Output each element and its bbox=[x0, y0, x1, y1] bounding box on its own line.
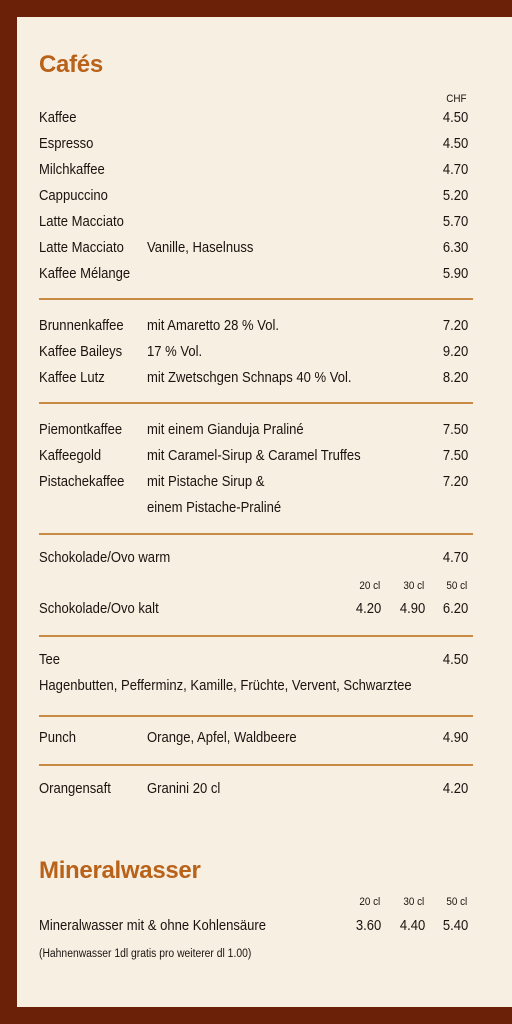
divider bbox=[39, 533, 473, 535]
item-name: Kaffee bbox=[39, 110, 77, 126]
item-description: mit Zwetschgen Schnaps 40 % Vol. bbox=[147, 370, 352, 386]
divider bbox=[39, 298, 473, 300]
item-name: Tee bbox=[39, 652, 61, 668]
item-price: 4.90 bbox=[399, 601, 425, 617]
item-price: 7.50 bbox=[442, 422, 468, 438]
item-description: 17 % Vol. bbox=[147, 344, 203, 360]
item-description: mit einem Gianduja Praliné bbox=[147, 422, 304, 438]
item-name: Milchkaffee bbox=[39, 162, 105, 178]
item-description: Vanille, Haselnuss bbox=[147, 240, 254, 256]
item-name: Kaffee Mélange bbox=[39, 266, 131, 282]
tea-varieties: Hagenbutten, Pefferminz, Kamille, Früchte, Vervent, Schwarztee bbox=[39, 678, 412, 694]
divider bbox=[39, 635, 473, 637]
item-name: Piemontkaffee bbox=[39, 422, 123, 438]
item-price: 4.70 bbox=[442, 162, 468, 178]
item-price: 4.20 bbox=[442, 781, 468, 797]
item-price: 4.40 bbox=[399, 918, 425, 934]
item-price: 6.30 bbox=[442, 240, 468, 256]
item-price: 7.20 bbox=[442, 474, 468, 490]
item-description-continued: einem Pistache-Praliné bbox=[147, 500, 282, 516]
item-name: Latte Macciato bbox=[39, 214, 124, 230]
item-price: 3.60 bbox=[355, 918, 381, 934]
item-price: 5.90 bbox=[442, 266, 468, 282]
size-label: 30 cl bbox=[403, 896, 424, 908]
section-title-mineralwasser: Mineralwasser bbox=[39, 857, 201, 884]
size-label: 20 cl bbox=[359, 896, 380, 908]
item-price: 8.20 bbox=[442, 370, 468, 386]
size-label: 50 cl bbox=[446, 580, 467, 592]
item-name: Orangensaft bbox=[39, 781, 111, 797]
divider bbox=[39, 764, 473, 766]
item-price: 7.20 bbox=[442, 318, 468, 334]
size-label: 20 cl bbox=[359, 580, 380, 592]
item-price: 5.70 bbox=[442, 214, 468, 230]
section-title-cafes: Cafés bbox=[39, 51, 103, 78]
item-price: 4.20 bbox=[355, 601, 381, 617]
item-name: Punch bbox=[39, 730, 77, 746]
item-price: 4.50 bbox=[442, 652, 468, 668]
item-name: Mineralwasser mit & ohne Kohlensäure bbox=[39, 918, 267, 934]
item-name: Cappuccino bbox=[39, 188, 108, 204]
divider bbox=[39, 715, 473, 717]
item-price: 9.20 bbox=[442, 344, 468, 360]
currency-label: CHF bbox=[446, 93, 467, 105]
item-price: 4.90 bbox=[442, 730, 468, 746]
item-name: Kaffeegold bbox=[39, 448, 102, 464]
item-name: Kaffee Lutz bbox=[39, 370, 105, 386]
item-name: Espresso bbox=[39, 136, 94, 152]
item-price: 6.20 bbox=[442, 601, 468, 617]
menu-card bbox=[17, 17, 512, 1007]
item-name: Schokolade/Ovo kalt bbox=[39, 601, 159, 617]
item-price: 4.50 bbox=[442, 136, 468, 152]
item-price: 4.70 bbox=[442, 550, 468, 566]
item-description: mit Pistache Sirup & bbox=[147, 474, 265, 490]
item-price: 4.50 bbox=[442, 110, 468, 126]
item-price: 5.40 bbox=[442, 918, 468, 934]
item-name: Pistachekaffee bbox=[39, 474, 125, 490]
tap-water-note: (Hahnenwasser 1dl gratis pro weiterer dl 1.00) bbox=[39, 948, 252, 960]
item-name: Kaffee Baileys bbox=[39, 344, 123, 360]
divider bbox=[39, 402, 473, 404]
item-description: mit Amaretto 28 % Vol. bbox=[147, 318, 280, 334]
item-name: Latte Macciato bbox=[39, 240, 124, 256]
size-label: 30 cl bbox=[403, 580, 424, 592]
size-label: 50 cl bbox=[446, 896, 467, 908]
item-description: Granini 20 cl bbox=[147, 781, 221, 797]
item-name: Brunnenkaffee bbox=[39, 318, 124, 334]
item-price: 5.20 bbox=[442, 188, 468, 204]
item-description: mit Caramel-Sirup & Caramel Truffes bbox=[147, 448, 361, 464]
item-description: Orange, Apfel, Waldbeere bbox=[147, 730, 297, 746]
item-price: 7.50 bbox=[442, 448, 468, 464]
item-name: Schokolade/Ovo warm bbox=[39, 550, 171, 566]
